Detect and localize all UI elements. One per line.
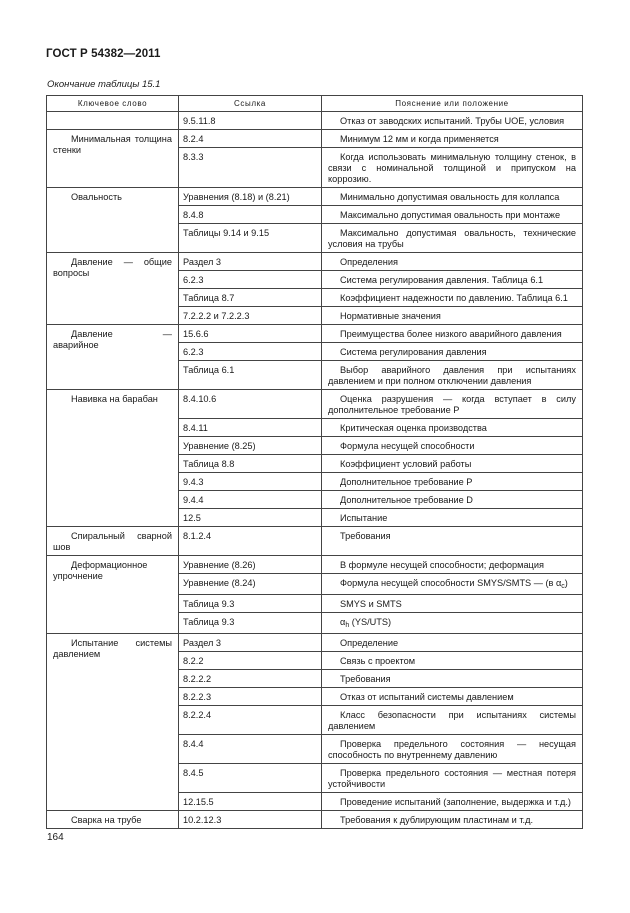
page-number: 164: [47, 832, 64, 843]
explanation-cell: [322, 112, 583, 130]
keyword-cell: [47, 325, 179, 390]
reference-cell: 8.4.5: [179, 764, 322, 793]
document-header: ГОСТ Р 54382—2011: [46, 48, 161, 60]
explanation-cell: [322, 148, 583, 188]
explanation-text: Максимально допустимая овальность при монтаже: [340, 210, 561, 220]
reference-table: [46, 95, 583, 829]
explanation-text: Проверка предельного состояния — несущая способность по внутреннему давлению: [328, 739, 576, 760]
explanation-cell: [322, 652, 583, 670]
explanation-cell: [322, 491, 583, 509]
explanation-cell: [322, 419, 583, 437]
reference-cell: Таблица 8.8: [179, 455, 322, 473]
table-row: [47, 253, 583, 271]
keyword-cell: [47, 811, 179, 829]
table-row: [47, 188, 583, 206]
keyword-text: Испытание системы давлением: [53, 638, 172, 659]
explanation-cell: [322, 634, 583, 652]
explanation-cell: [322, 361, 583, 390]
explanation-cell: [322, 289, 583, 307]
reference-cell: 6.2.3: [179, 343, 322, 361]
explanation-cell: [322, 706, 583, 735]
keyword-cell: [47, 634, 179, 811]
explanation-text: В формуле несущей способности; деформация: [340, 560, 544, 570]
keyword-text: Спиральный сварной шов: [53, 531, 172, 552]
reference-cell: Таблица 9.3: [179, 595, 322, 613]
subscript-text: h: [345, 622, 350, 629]
reference-cell: 9.4.4: [179, 491, 322, 509]
explanation-cell: [322, 793, 583, 811]
explanation-text: Преимущества более низкого аварийного давления: [340, 329, 562, 339]
explanation-text: Дополнительное требование D: [340, 495, 473, 505]
keyword-text: Навивка на барабан: [71, 394, 158, 404]
table-row: [47, 634, 583, 652]
explanation-text: Дополнительное требование Р: [340, 477, 473, 487]
reference-cell: 8.2.2: [179, 652, 322, 670]
reference-cell: 8.4.8: [179, 206, 322, 224]
reference-cell: 9.4.3: [179, 473, 322, 491]
explanation-cell: [322, 206, 583, 224]
reference-cell: 8.2.2.4: [179, 706, 322, 735]
reference-cell: Раздел 3: [179, 253, 322, 271]
keyword-text: Овальность: [71, 192, 122, 202]
reference-cell: 10.2.12.3: [179, 811, 322, 829]
keyword-cell: [47, 188, 179, 253]
keyword-cell: [47, 527, 179, 556]
table-row: [47, 527, 583, 556]
reference-cell: Раздел 3: [179, 634, 322, 652]
column-header-keyword: Ключевое слово: [47, 96, 179, 112]
explanation-text: Проверка предельного состояния — местная потеря устойчивости: [328, 768, 576, 789]
keyword-cell: [47, 390, 179, 527]
explanation-text: Отказ от испытаний системы давлением: [340, 692, 514, 702]
keyword-text: Минимальная толщина стенки: [53, 134, 172, 155]
explanation-cell: [322, 253, 583, 271]
keyword-cell: [47, 112, 179, 130]
explanation-text: Максимально допустимая овальность, технические условия на трубы: [328, 228, 576, 249]
reference-cell: 8.2.2.3: [179, 688, 322, 706]
table-row: [47, 130, 583, 148]
explanation-cell: [322, 764, 583, 793]
explanation-text: α: [340, 617, 346, 627]
reference-cell: 12.15.5: [179, 793, 322, 811]
table-caption: Окончание таблицы 15.1: [47, 79, 161, 90]
reference-cell: Уравнения (8.18) и (8.21): [179, 188, 322, 206]
explanation-cell: [322, 688, 583, 706]
explanation-text: Определение: [340, 638, 399, 648]
keyword-cell: [47, 556, 179, 634]
keyword-text: Сварка на трубе: [71, 815, 142, 825]
explanation-text: SMYS и SMTS: [340, 599, 402, 609]
reference-cell: 6.2.3: [179, 271, 322, 289]
explanation-cell: [322, 271, 583, 289]
explanation-text: Испытание: [340, 513, 388, 523]
table-row: [47, 325, 583, 343]
explanation-tail: (YS/UTS): [349, 617, 392, 627]
table-row: [47, 390, 583, 419]
explanation-text: Минимум 12 мм и когда применяется: [340, 134, 499, 144]
explanation-cell: [322, 325, 583, 343]
explanation-text: Критическая оценка производства: [340, 423, 487, 433]
explanation-text: Определения: [340, 257, 398, 267]
reference-cell: Уравнение (8.25): [179, 437, 322, 455]
reference-cell: Таблица 6.1: [179, 361, 322, 390]
reference-cell: 8.4.10.6: [179, 390, 322, 419]
reference-cell: 9.5.11.8: [179, 112, 322, 130]
table-row: [47, 112, 583, 130]
reference-cell: 15.6.6: [179, 325, 322, 343]
explanation-text: Связь с проектом: [340, 656, 416, 666]
keyword-text: Давление — общие вопросы: [53, 257, 172, 278]
explanation-cell: [322, 390, 583, 419]
keyword-cell: [47, 253, 179, 325]
reference-cell: Уравнение (8.24): [179, 574, 322, 595]
reference-cell: Таблица 9.3: [179, 613, 322, 634]
explanation-cell: [322, 509, 583, 527]
reference-cell: Таблица 8.7: [179, 289, 322, 307]
subscript-text: c: [561, 583, 565, 590]
explanation-cell: [322, 307, 583, 325]
reference-cell: Уравнение (8.26): [179, 556, 322, 574]
reference-cell: 12.5: [179, 509, 322, 527]
explanation-text: Нормативные значения: [340, 311, 441, 321]
explanation-cell: [322, 130, 583, 148]
reference-cell: 8.4.4: [179, 735, 322, 764]
explanation-cell: [322, 595, 583, 613]
explanation-text: Коэффициент надежности по давлению. Таблица 6.1: [340, 293, 568, 303]
explanation-text: Класс безопасности при испытаниях системы давлением: [328, 710, 576, 731]
explanation-cell: [322, 473, 583, 491]
table-row: [47, 556, 583, 574]
explanation-text: Система регулирования давления: [340, 347, 487, 357]
explanation-text: Требования: [340, 674, 391, 684]
reference-cell: 8.1.2.4: [179, 527, 322, 556]
explanation-text: Формула несущей способности SMYS/SMTS — (в α: [340, 578, 562, 588]
explanation-cell: [322, 735, 583, 764]
explanation-cell: [322, 527, 583, 556]
explanation-cell: [322, 455, 583, 473]
explanation-text: Выбор аварийного давления при испытаниях давлением и при полном отключении давления: [328, 365, 576, 386]
keyword-text: Давление — аварийное: [53, 329, 172, 350]
reference-cell: 7.2.2.2 и 7.2.2.3: [179, 307, 322, 325]
explanation-cell: [322, 556, 583, 574]
reference-cell: 8.2.4: [179, 130, 322, 148]
table-header-row: [47, 96, 583, 112]
reference-cell: 8.3.3: [179, 148, 322, 188]
explanation-cell: [322, 670, 583, 688]
keyword-cell: [47, 130, 179, 188]
reference-cell: 8.4.11: [179, 419, 322, 437]
explanation-text: Требования к дублирующим пластинам и т.д.: [340, 815, 533, 825]
column-header-reference: Ссылка: [179, 96, 322, 112]
keyword-text: Деформационное упрочнение: [53, 560, 148, 581]
reference-cell: 8.2.2.2: [179, 670, 322, 688]
explanation-text: Оценка разрушения — когда вступает в силу дополнительное требование Р: [328, 394, 576, 415]
explanation-cell: [322, 224, 583, 253]
column-header-explanation: Пояснение или положение: [322, 96, 583, 112]
explanation-cell: [322, 811, 583, 829]
explanation-cell: [322, 437, 583, 455]
explanation-cell: [322, 343, 583, 361]
explanation-cell: [322, 613, 583, 634]
explanation-text: Коэффициент условий работы: [340, 459, 472, 469]
explanation-text: Когда использовать минимальную толщину стенок, в связи с номинальной толщиной и припуском на коррозию.: [328, 152, 576, 184]
explanation-cell: [322, 574, 583, 595]
reference-cell: Таблицы 9.14 и 9.15: [179, 224, 322, 253]
explanation-text: Отказ от заводских испытаний. Трубы UOE, условия: [340, 116, 565, 126]
explanation-text: Формула несущей способности: [340, 441, 475, 451]
explanation-text: Минимально допустимая овальность для коллапса: [340, 192, 560, 202]
explanation-cell: [322, 188, 583, 206]
explanation-text: Проведение испытаний (заполнение, выдержка и т.д.): [340, 797, 571, 807]
explanation-text: Требования: [340, 531, 391, 541]
explanation-tail: ): [564, 578, 568, 588]
table-row: [47, 811, 583, 829]
explanation-text: Система регулирования давления. Таблица 6.1: [340, 275, 544, 285]
